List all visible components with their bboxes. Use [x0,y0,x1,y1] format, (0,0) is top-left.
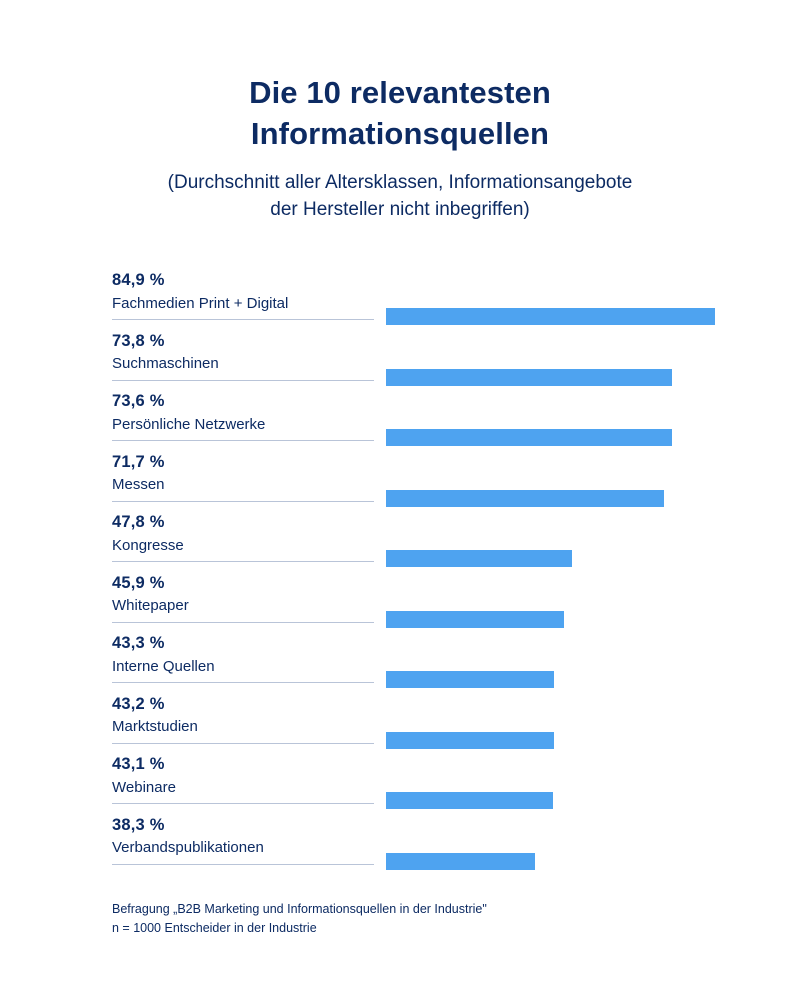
chart-row-value: 43,3 % [112,634,165,653]
chart-row [112,391,800,452]
chart-row [112,815,800,876]
chart-bar [386,671,554,688]
chart-row-value: 73,8 % [112,331,165,350]
chart-row-label [112,573,374,623]
chart-row-category: Kongresse [112,536,184,554]
chart-bar-track [386,308,782,325]
page-subtitle-line-1: (Durchschnitt aller Altersklassen, Informationsangebote [167,172,633,194]
chart-row-label [112,754,374,804]
chart-bar [386,853,535,870]
chart-row [112,754,800,815]
chart-bar-track [386,429,782,446]
chart-row [112,331,800,392]
chart-row-label [112,512,374,562]
chart-bar-track [386,671,782,688]
chart-row-label [112,270,374,320]
chart-bar-track [386,732,782,749]
chart-row-value: 71,7 % [112,452,165,471]
chart-row-value: 43,1 % [112,755,165,774]
chart-row-category: Marktstudien [112,718,198,736]
chart-bar [386,611,564,628]
chart-row-label [112,633,374,683]
chart-row-value: 73,6 % [112,392,165,411]
chart-row-value: 38,3 % [112,815,165,834]
chart-header [0,0,800,224]
chart-row [112,633,800,694]
page-title-line-2: Informationsquellen [250,116,550,152]
page-subtitle-line-2: der Hersteller nicht inbegriffen) [270,199,530,221]
chart-row [112,694,800,755]
chart-bar [386,429,672,446]
chart-row-value: 84,9 % [112,271,165,290]
chart-row [112,512,800,573]
chart-row-value: 45,9 % [112,573,165,592]
chart-row-label [112,815,374,865]
page-subtitle [120,170,680,224]
page-title-line-1: Die 10 relevantesten [249,75,551,110]
chart-bar [386,490,664,507]
chart-row-category: Verbandspublikationen [112,839,264,857]
chart-row-category: Messen [112,476,165,494]
chart-row-category: Whitepaper [112,597,189,615]
chart-row-value: 43,2 % [112,694,165,713]
chart-row [112,270,800,331]
chart-row-category: Fachmedien Print + Digital [112,294,289,312]
chart-bar [386,369,672,386]
chart-row-category: Webinare [112,778,176,796]
chart-bar-track [386,490,782,507]
page-title [120,72,680,154]
chart-footnote [112,900,487,939]
chart-row [112,573,800,634]
chart-bar [386,732,554,749]
chart-row-value: 47,8 % [112,513,165,532]
chart-bar-track [386,611,782,628]
chart-row [112,452,800,513]
chart-row-category: Suchmaschinen [112,355,219,373]
chart-row-category: Interne Quellen [112,657,215,675]
chart-row-label [112,694,374,744]
footnote-line-1: Befragung „B2B Marketing und Informationsquellen in der Industrie" [112,902,487,916]
chart-row-label [112,331,374,381]
chart-bar-track [386,792,782,809]
chart-bar [386,308,715,325]
footnote-line-2: n = 1000 Entscheider in der Industrie [112,921,317,936]
chart-row-label [112,391,374,441]
chart-bar-track [386,853,782,870]
chart-bar-track [386,550,782,567]
bar-chart [0,270,800,875]
chart-row-label [112,452,374,502]
chart-bar [386,550,572,567]
chart-row-category: Persönliche Netzwerke [112,415,266,433]
chart-bar [386,792,553,809]
chart-bar-track [386,369,782,386]
